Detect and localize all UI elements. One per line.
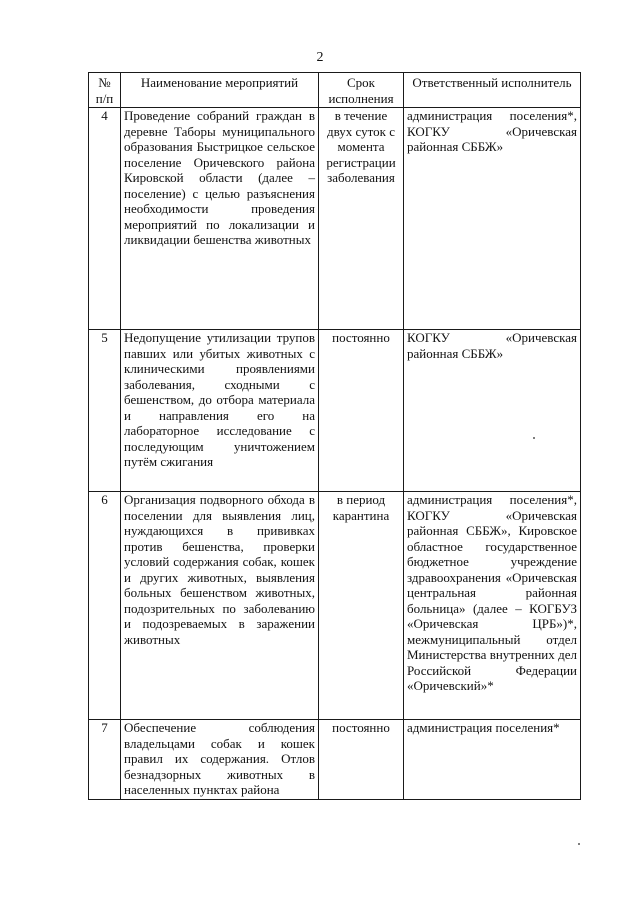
scan-speck <box>578 843 580 845</box>
activity-name: Проведение собраний граждан в деревне Таборы муниципального образования Быстрицкое сельское поселение Оричевского района Кировской области (далее – поселение) с целью разъяснения необходимости проведения мероприятий по локализации и ликвидации бешенства животных <box>121 108 319 330</box>
header-activity-name: Наименование мероприятий <box>121 73 319 108</box>
activities-table <box>88 72 581 800</box>
table-row <box>89 108 581 330</box>
activity-name: Обеспечение соблюдения владельцами собак и кошек правил их содержания. Отлов безнадзорных животных в населенных пунктах района <box>121 720 319 800</box>
row-number: 6 <box>89 492 121 720</box>
deadline: в период карантина <box>319 492 404 720</box>
activity-name: Организация подворного обхода в поселении для выявления лиц, нуждающихся в прививках против бешенства, проверки условий содержания собак, кошек и других животных, выявления больных бешенством животных, подозрительных по заболеванию и подозреваемых в заражении животных <box>121 492 319 720</box>
table-header <box>89 73 581 108</box>
table-row <box>89 720 581 800</box>
page-number: 2 <box>316 50 324 65</box>
deadline: в течение двух суток с момента регистрации заболевания <box>319 108 404 330</box>
header-number: № п/п <box>89 73 121 108</box>
header-row <box>89 73 581 108</box>
responsible: администрация поселения*, КОГКУ «Оричевская районная СББЖ», Кировское областное государственное бюджетное учреждение здравоохранения «Оричевская центральная районная больница» (далее – КОГБУЗ «Оричевская ЦРБ»)*, межмуниципальный отдел Министерства внутренних дел Российской Федерации «Оричевский»* <box>404 492 581 720</box>
activity-name: Недопущение утилизации трупов павших или убитых животных с клиническими проявлениями заболевания, сходными с бешенством, до отбора материала и направления его на лабораторное исследование с последующим уничтожением путём сжигания <box>121 330 319 492</box>
deadline: постоянно <box>319 720 404 800</box>
table-row <box>89 330 581 492</box>
row-number: 5 <box>89 330 121 492</box>
row-number: 4 <box>89 108 121 330</box>
responsible: администрация поселения*, КОГКУ «Оричевская районная СББЖ» <box>404 108 581 330</box>
table-row <box>89 492 581 720</box>
scan-speck <box>533 437 535 439</box>
responsible: администрация поселения* <box>404 720 581 800</box>
row-number: 7 <box>89 720 121 800</box>
responsible: КОГКУ «Оричевская районная СББЖ» <box>404 330 581 492</box>
table-body <box>89 108 581 800</box>
header-responsible: Ответственный исполнитель <box>404 73 581 108</box>
header-deadline: Срок исполнения <box>319 73 404 108</box>
deadline: постоянно <box>319 330 404 492</box>
